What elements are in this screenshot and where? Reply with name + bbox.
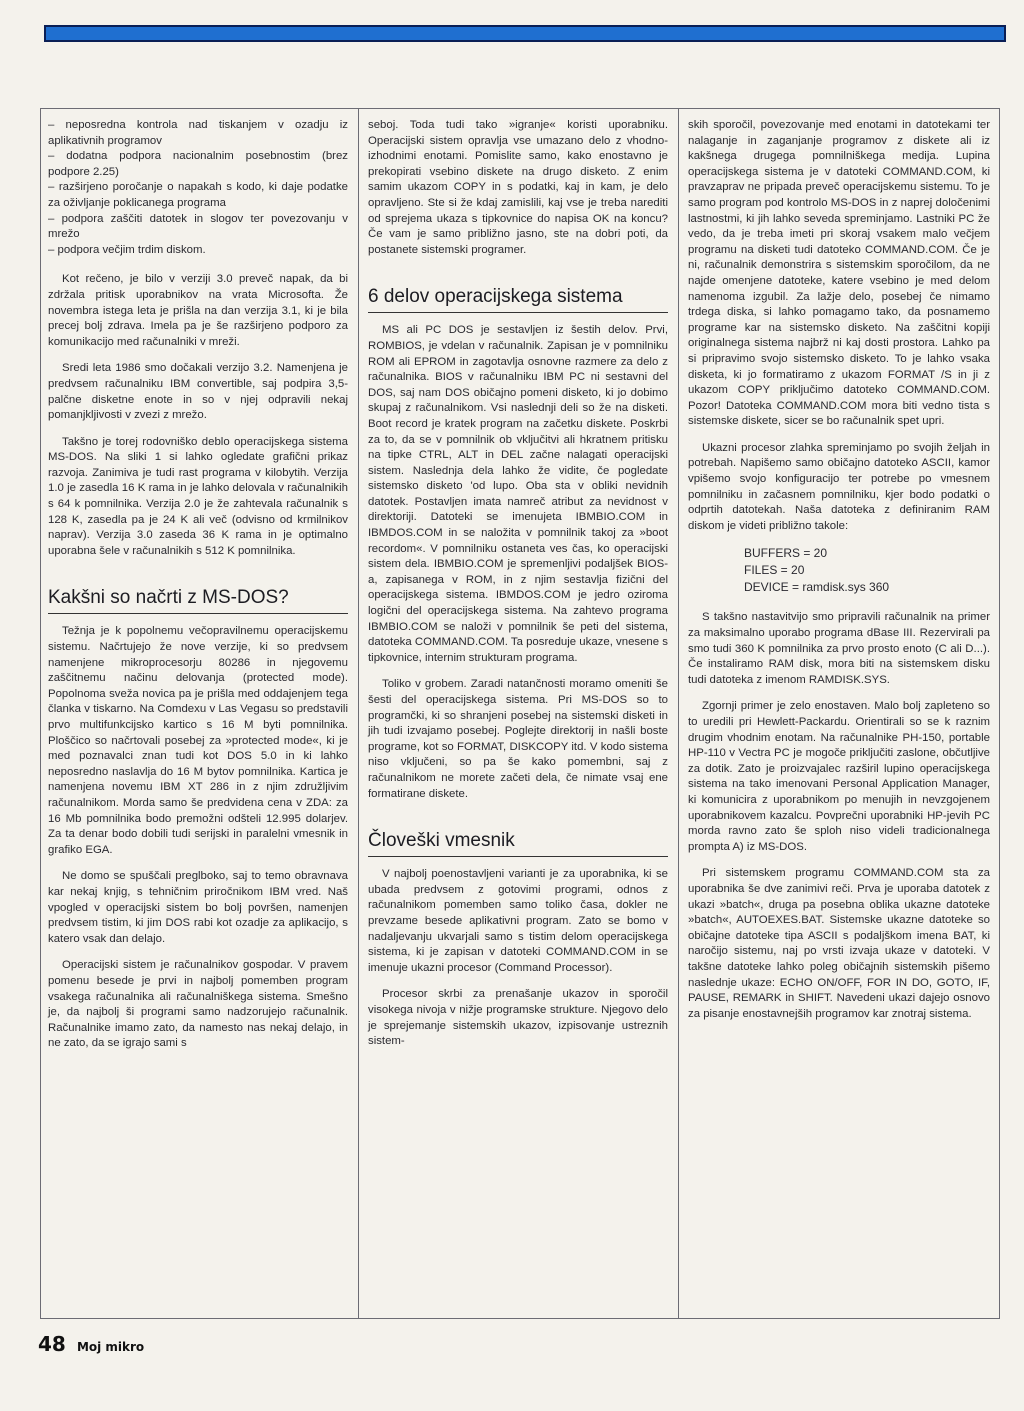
list-item: – podpora zaščiti datotek in slogov ter povezovanju v mrežo bbox=[48, 212, 348, 241]
paragraph: skih sporočil, povezovanje med enotami in datotekami ter nalaganje in zaganjanje programov z diskete ali iz kakšnega drugega pomnilniškega medija. Lupina operacijskega sistema je v datoteki COMMAND.COM, ki pravzaprav ne pripada preveč operacijskemu sistemu. To je samo program pod kontrolo MS-DOS in z naprej določenimi lastnostmi, ki jih lahko seveda spreminjamo. Lastniki PC že vedo, da je treba imeti pri skoraj vsakem malo večjem programu na disketi tudi datoteko COMMAND.COM. Če je ni, računalnik demonstrira s sistemskim sporočilom, da ne najde omenjene datoteke, katere vsebino je med delom namenoma izgubil. Za lažje delo, posebej če nimamo trdega diska, si lahko pomagamo tako, da posnamemo programe kar na sistemsko disketo. Na zaščitni kopiji originalnega sistema najbrž ni kaj dosti prostora. Lahko pa si pripravimo svojo sistemsko disketo. To je lahko vsaka disketa, ki jo formatiramo z ukazom FORMAT /S in ji z ukazom COPY priključimo datoteko COMMAND.COM. Pozor! Datoteka COMMAND.COM mora biti vedno tista s sistemske diskete, sicer se bo računalnik spet upri. bbox=[688, 119, 990, 428]
paragraph: Sredi leta 1986 smo dočakali verzijo 3.2. Namenjena je predvsem računalniku IBM convertible, saj podpira 3,5-palčne disketne enote in so v njej odpravili nekaj pomanjkljivosti v zvezi z mrežo. bbox=[48, 362, 348, 422]
magazine-name: Moj mikro bbox=[76, 1340, 145, 1354]
list-item: – dodatna podpora nacionalnim posebnostim (brez podpore 2.25) bbox=[48, 150, 348, 178]
paragraph: Toliko v grobem. Zaradi natančnosti moramo omeniti še šesti del operacijskega sistema. Pri MS-DOS so to programčki, ki so shranjeni posebej na sistemski disketi in jih tudi izvajamo posebej. Poglejte direktorij in našli boste programe, kot so FORMAT, DISKCOPY itd. V kodo sistema niso vključeni, so pa še kako pomembni, saj z računalnikom ne morete začeti dela, če nimate vsaj ene formatirane diskete. bbox=[368, 678, 668, 800]
paragraph: Kot rečeno, je bilo v verziji 3.0 preveč napak, da bi zdržala pritisk uporabnikov na vrata Microsofta. Že novembra istega leta je prišla na dan verzija 3.1, ki je bila precej bolj zdrava. Imela pa je še razširjeno podporo za komunikacijo med računalniki v mreži. bbox=[48, 273, 348, 348]
list-item: – neposredna kontrola nad tiskanjem v ozadju iz aplikativnih programov bbox=[48, 119, 348, 147]
code-line: DEVICE = ramdisk.sys 360 bbox=[744, 580, 890, 595]
paragraph: Pri sistemskem programu COMMAND.COM sta za uporabnika še dve zanimivi reči. Prva je uporaba datotek z ukazi »batch«, druga pa posebna oblika ukazne datoteke »batch«, AUTOEXES.BAT. Sistemske ukazne datoteke so običajne datoteke tipa ASCII s podaljškom imena BAT, ki naročijo sistemu, naj po vrsti izvaja ukaze v datoteki. V takšne datoteke lahko poleg običajnih sistemskih pišemo naslednje ukaze: ECHO ON/OFF, FOR IN DO, GOTO, IF, PAUSE, REMARK in SHIFT. Navedeni ukazi dajejo osnovo za pisanje enostavnejših programov kar znotraj sistema. bbox=[688, 867, 990, 1020]
list-item: – podpora večjim trdim diskom. bbox=[48, 243, 206, 256]
page-footer bbox=[38, 1332, 144, 1362]
paragraph: Težnja je k popolnemu večopravilnemu operacijskemu sistemu. Načrtujejo že nove verzije, ki so predvsem namenjene mikroprocesorju 80286 in njegovemu zaščitnemu načinu delovanja (protected mode). Popolnoma sveža novica pa je prišla med oddajenjem tega članka v tiskarno. Na Comdexu v Las Vegasu so predstavili prvo multifunkcijsko kartico s 16 M byti pomnilnika. Ploščico so načrtovali posebej za »protected mode«, ki je med poznavalci znan tudi kot DOS 5.0 in ki lahko neposredno naslavlja do 16 M bytov pomnilnika. Kartica je namenjena novemu IBM XT 286 in z njim združljivim računalnikom. Morda samo še predvidena cena v ZDA: za 16 Mb pomnilnika bodo premožni odšteli 12.995 dolarjev. Za ta denar bodo dobili tudi serijski in paralelni vmesnik in grafiko EGA. bbox=[48, 625, 348, 856]
paragraph: MS ali PC DOS je sestavljen iz šestih delov. Prvi, ROMBIOS, je vdelan v računalnik. Zapisan je v pomnilniku ROM ali EPROM in zagotavlja osnovne razmere za delo z računalnika. BIOS v računalniku IBM PC ni sestavni del DOS, saj nam DOS običajno pomeni disketo, ki jo dobimo skupaj z računalnikom. Vsi naslednji deli so že na disketi. Boot record je kratek program na začetku diskete. Poskrbi za to, da se v pomnilnik ob vključitvi ali hkratnem pritisku na tipke CTRL, ALT in DEL začne nalagati operacijski sistem. Naslednja dela lahko že vidite, če pogledate sistemsko disketo 'od lupo. Oba sta v obliki nevidnih datotek. Postavljen imata namreč atribut za nevidnost v direktoriji. Datoteki se imenujeta IBMBIO.COM in IBMDOS.COM in se naložita v pomnilnik takoj za »boot recordom«. V pomnilniku ostaneta ves čas, ko operacijski sistem dela. IBMBIO.COM je spremenljivi podaljšek BIOS-a, zapisanega v ROM, in z njim sestavlja fizični del operacijskega sistema. IBMDOS.COM je jedro oziroma logični del operacijskega sistema. Na zahtevo programa IBMBIO.COM se naloži v pomnilnik še peti del sistema, datoteka COMMAND.COM. Ta posreduje ukaze, vnesene s tipkovnice, internim strukturam programa. bbox=[368, 324, 668, 664]
paragraph: V najbolj poenostavljeni varianti je za uporabnika, ki se ubada predvsem z gotovimi programi, odnos z računalnikom pomemben samo toliko časa, dokler ne prevzame besede aplikativni program. Zato se bomo v nadaljevanju ukvarjali samo s tistim delom operacijskega sistema, ki je zapisan v datoteki COMMAND.COM in se imenuje ukazni procesor (Command Processor). bbox=[368, 868, 668, 974]
code-line: BUFFERS = 20 bbox=[744, 546, 828, 561]
column-divider-1 bbox=[358, 108, 359, 1319]
column-divider-2 bbox=[678, 108, 679, 1319]
column-3 bbox=[688, 118, 990, 1033]
paragraph: Ukazni procesor zlahka spreminjamo po svojih željah in potrebah. Napišemo samo običajno datoteko ASCII, kamor vpišemo svojo konfiguracijo ter potrebe po vmesnem pomnilniku in začasnem pomnilniku, kjer bodo podatki o odprtih datotekah. Naša datoteka z definiranim RAM diskom je videti približno takole: bbox=[688, 441, 990, 532]
code-line: FILES = 20 bbox=[744, 563, 805, 578]
top-color-bar bbox=[44, 25, 1006, 42]
config-code-block bbox=[688, 545, 990, 596]
section-heading: Kakšni so načrti z MS-DOS? bbox=[48, 587, 348, 614]
section-heading: 6 delov operacijskega sistema bbox=[368, 286, 668, 313]
paragraph: Operacijski sistem je računalnikov gospodar. V pravem pomenu besede je prvi in najbolj pomemben program vsakega računalnika ali računalniškega sistema. Smešno je, da najbolj ši programi samo nadzorujejo računalnik. Računalnike imamo zato, da namesto nas nekaj delajo, in ne zato, da se igrajo sami s bbox=[48, 959, 348, 1050]
paragraph: seboj. Toda tudi tako »igranje« koristi uporabniku. Operacijski sistem opravlja vse umazano delo z vhodno-izhodnimi enotami. Pomislite samo, kako enostavno je prekopirati vsebino diskete na drugo disketo. Z enim samim ukazom COPY in s podatki, kaj in kam, je delo opravljeno. Ste si že kdaj zamislili, kaj vse je treba narediti od sprejema ukaza s tipkovnice do napisa OK na koncu? Če vam je samo približno jasno, ste na dobri poti, da postanete sistemski programer. bbox=[368, 119, 668, 256]
column-2 bbox=[368, 118, 668, 1061]
paragraph: Zgornji primer je zelo enostaven. Malo bolj zapleteno so to uredili pri Hewlett-Packardu. Orientirali so se k raznim drugim vhodnim enotam. Na računalnike PH-150, portable HP-110 v Vectra PC je mogoče priključiti zaslone, občutljive za dotik. Zato je proizvajalec razširil lupino operacijskega sistema na tako imenovani Personal Application Manager, ki komunicira z uporabnikom po menujih in nevzgojenem uporabnikovem kazalcu. Povprečni uporabniki HP-jevih PC morda ravno zato še sploh niso videli tradicionalnega prompta A) iz MS-DOS. bbox=[688, 700, 990, 853]
list-item: – razširjeno poročanje o napakah s kodo, ki daje podatke za oživljanje poklicanega programa bbox=[48, 181, 348, 209]
paragraph: Ne domo se spuščali preglboko, saj to temo obravnava kar nekaj knjig, s tehničnim priročnikom IBM vred. Naš vpogled v operacijski sistem bo bolj površen, namenjen predvsem tistim, ki jim DOS rabi kot ozadje za aplikacijo, s katero vsak dan delajo. bbox=[48, 870, 348, 945]
paragraph: S takšno nastavitvijo smo pripravili računalnik na primer za maksimalno uporabo programa dBase III. Rezervirali pa smo tudi 360 K pomnilnika za prvo prosto enoto (C ali D...). Če instaliramo RAM disk, mora biti na sistemskem disku tudi datoteka z imenom RAMDISK.SYS. bbox=[688, 611, 990, 686]
paragraph: Procesor skrbi za prenašanje ukazov in sporočil visokega nivoja v nižje programske strukture. Njegovo delo je sprejemanje sistemskih ukazov, izpisovanje ustreznih sistem- bbox=[368, 988, 668, 1048]
paragraph: Takšno je torej rodovniško deblo operacijskega sistema MS-DOS. Na sliki 1 si lahko ogledate grafični prikaz razvoja. Zanimiva je tudi rast programa v kilobytih. Verzija 1.0 je zasedla 16 K rama in je lahko delovala v računalnikih s 64 k pomnilnika. Verzija 2.0 je že zahtevala računalnik s 128 K, zasedla pa je 24 K ali več (odvisno od krmilnikov naprav). Verzija 3.0 zaseda 36 K rama in je optimalno uporabna šele v računalnikih s 512 K pomnilnika. bbox=[48, 435, 348, 557]
section-heading: Človeški vmesnik bbox=[368, 830, 668, 857]
page-number: 48 bbox=[38, 1332, 66, 1356]
column-1 bbox=[48, 118, 348, 1063]
